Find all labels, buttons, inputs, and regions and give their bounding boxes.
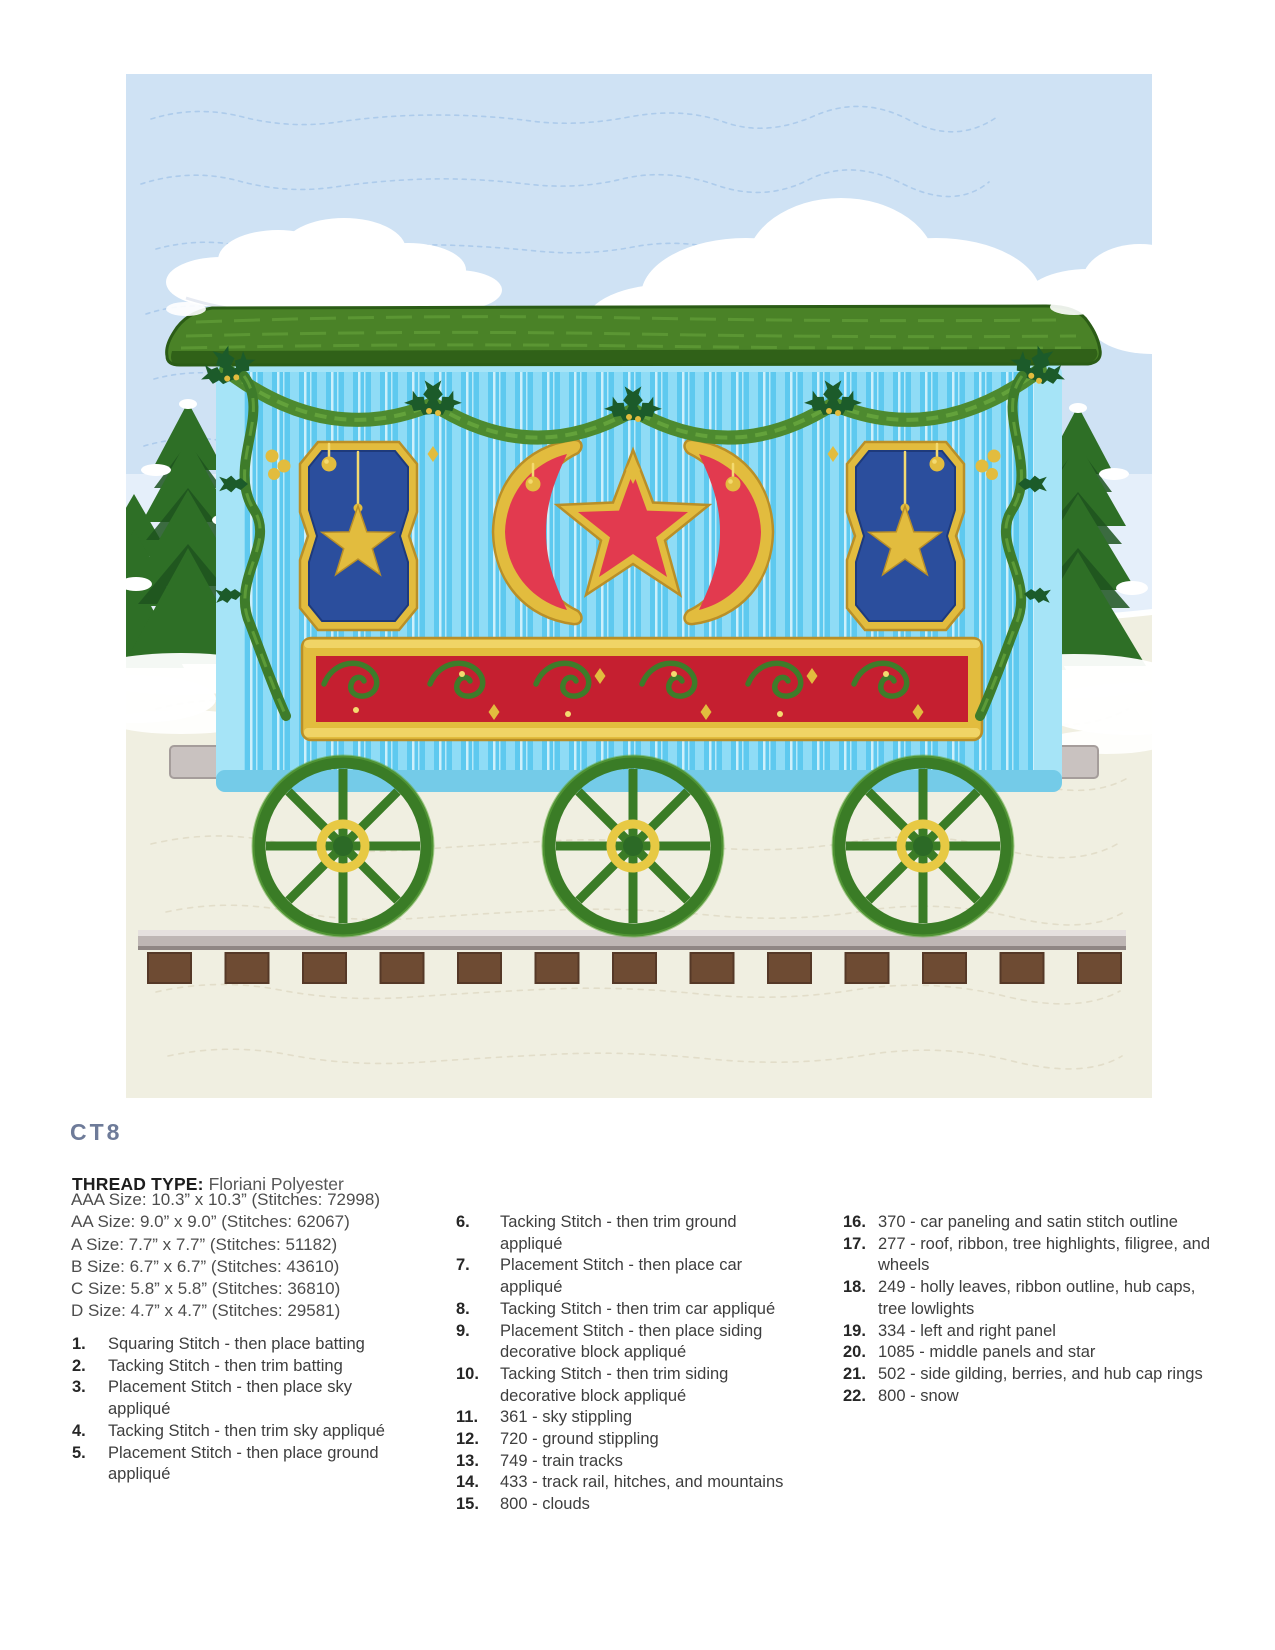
- size-line: C Size: 5.8” x 5.8” (Stitches: 36810): [71, 1279, 341, 1299]
- step-item: [456, 1472, 808, 1494]
- step-number: 22.: [843, 1386, 866, 1405]
- step-text: Placement Stitch - then place car appliqué: [500, 1256, 743, 1297]
- step-item: [72, 1334, 464, 1356]
- step-text: 361 - sky stippling: [500, 1408, 633, 1427]
- thread-type-label: THREAD TYPE:: [72, 1173, 204, 1194]
- step-number: 5.: [72, 1443, 86, 1462]
- right-star-panel: [847, 442, 964, 630]
- steps-column-3: [843, 1212, 1235, 1407]
- step-text: Tacking Stitch - then trim siding decorative block appliqué: [500, 1364, 729, 1405]
- step-text: Placement Stitch - then place sky appliqué: [108, 1378, 352, 1419]
- steps-column-1: [72, 1334, 464, 1486]
- step-text: Tacking Stitch - then trim ground appliqué: [500, 1213, 737, 1253]
- step-text: 720 - ground stippling: [500, 1430, 659, 1449]
- step-item: [72, 1377, 464, 1420]
- step-item: [456, 1321, 808, 1364]
- step-item: [843, 1342, 1235, 1364]
- wheel-center: [543, 756, 723, 936]
- size-list: [71, 1189, 380, 1323]
- train-car-scene: [126, 74, 1152, 1098]
- step-number: 6.: [456, 1213, 470, 1231]
- step-number: 1.: [72, 1335, 86, 1353]
- step-number: 7.: [456, 1256, 470, 1275]
- step-text: 800 - snow: [878, 1386, 959, 1405]
- train-car-roof: [166, 299, 1100, 365]
- step-item: [456, 1429, 808, 1451]
- step-number: 18.: [843, 1278, 866, 1297]
- steps-column-2: [456, 1212, 808, 1516]
- step-item: [843, 1212, 1235, 1234]
- step-number: 19.: [843, 1321, 866, 1340]
- step-text: Squaring Stitch - then place batting: [108, 1335, 365, 1353]
- design-code: CT8: [70, 1119, 123, 1146]
- step-text: 370 - car paneling and satin stitch outline: [878, 1213, 1178, 1231]
- step-item: [456, 1451, 808, 1473]
- step-text: Tacking Stitch - then trim car appliqué: [500, 1299, 776, 1318]
- size-line: AA Size: 9.0” x 9.0” (Stitches: 62067): [71, 1212, 350, 1232]
- step-item: [72, 1421, 464, 1443]
- step-text: 1085 - middle panels and star: [878, 1343, 1096, 1362]
- step-text: 502 - side gilding, berries, and hub cap rings: [878, 1364, 1203, 1383]
- step-number: 9.: [456, 1321, 470, 1340]
- step-number: 15.: [456, 1495, 479, 1514]
- step-number: 14.: [456, 1473, 479, 1492]
- step-item: [72, 1356, 464, 1378]
- size-line: B Size: 6.7” x 6.7” (Stitches: 43610): [71, 1256, 340, 1276]
- step-text: Tacking Stitch - then trim sky appliqué: [108, 1421, 385, 1440]
- step-item: [843, 1234, 1235, 1277]
- step-text: 800 - clouds: [500, 1495, 590, 1514]
- step-number: 10.: [456, 1364, 479, 1383]
- step-item: [456, 1494, 808, 1516]
- step-item: [456, 1364, 808, 1407]
- step-text: 749 - train tracks: [500, 1451, 623, 1470]
- step-number: 12.: [456, 1430, 479, 1449]
- thread-type-value: Floriani Polyester: [208, 1173, 344, 1194]
- step-number: 11.: [456, 1408, 479, 1427]
- step-item: [843, 1321, 1235, 1343]
- step-item: [456, 1407, 808, 1429]
- step-number: 20.: [843, 1343, 866, 1362]
- step-item: [843, 1364, 1235, 1386]
- step-text: 249 - holly leaves, ribbon outline, hub caps, tree lowlights: [878, 1278, 1196, 1318]
- step-item: [843, 1386, 1235, 1408]
- step-item: [456, 1299, 808, 1321]
- step-number: 17.: [843, 1234, 866, 1253]
- step-number: 16.: [843, 1213, 866, 1231]
- step-text: Placement Stitch - then place siding decorative block appliqué: [500, 1321, 763, 1362]
- step-text: Tacking Stitch - then trim batting: [108, 1356, 343, 1375]
- step-item: [843, 1277, 1235, 1320]
- step-number: 8.: [456, 1299, 470, 1318]
- wheel-left: [253, 756, 433, 936]
- step-number: 21.: [843, 1364, 866, 1383]
- step-text: 433 - track rail, hitches, and mountains: [500, 1473, 784, 1492]
- step-item: [456, 1255, 808, 1298]
- step-item: [72, 1443, 464, 1486]
- step-text: 334 - left and right panel: [878, 1321, 1056, 1340]
- step-item: [456, 1212, 808, 1255]
- step-number: 13.: [456, 1451, 479, 1470]
- left-star-panel: [300, 442, 417, 630]
- step-text: Placement Stitch - then place ground appliqué: [108, 1443, 379, 1484]
- embroidery-artwork: [126, 74, 1152, 1098]
- step-number: 4.: [72, 1421, 86, 1440]
- size-line: A Size: 7.7” x 7.7” (Stitches: 51182): [71, 1234, 338, 1254]
- step-number: 2.: [72, 1356, 86, 1375]
- size-line: AAA Size: 10.3” x 10.3” (Stitches: 72998): [71, 1190, 380, 1209]
- step-number: 3.: [72, 1378, 86, 1397]
- step-text: 277 - roof, ribbon, tree highlights, filigree, and wheels: [878, 1234, 1211, 1275]
- wheel-right: [833, 756, 1013, 936]
- size-line: D Size: 4.7” x 4.7” (Stitches: 29581): [71, 1301, 341, 1321]
